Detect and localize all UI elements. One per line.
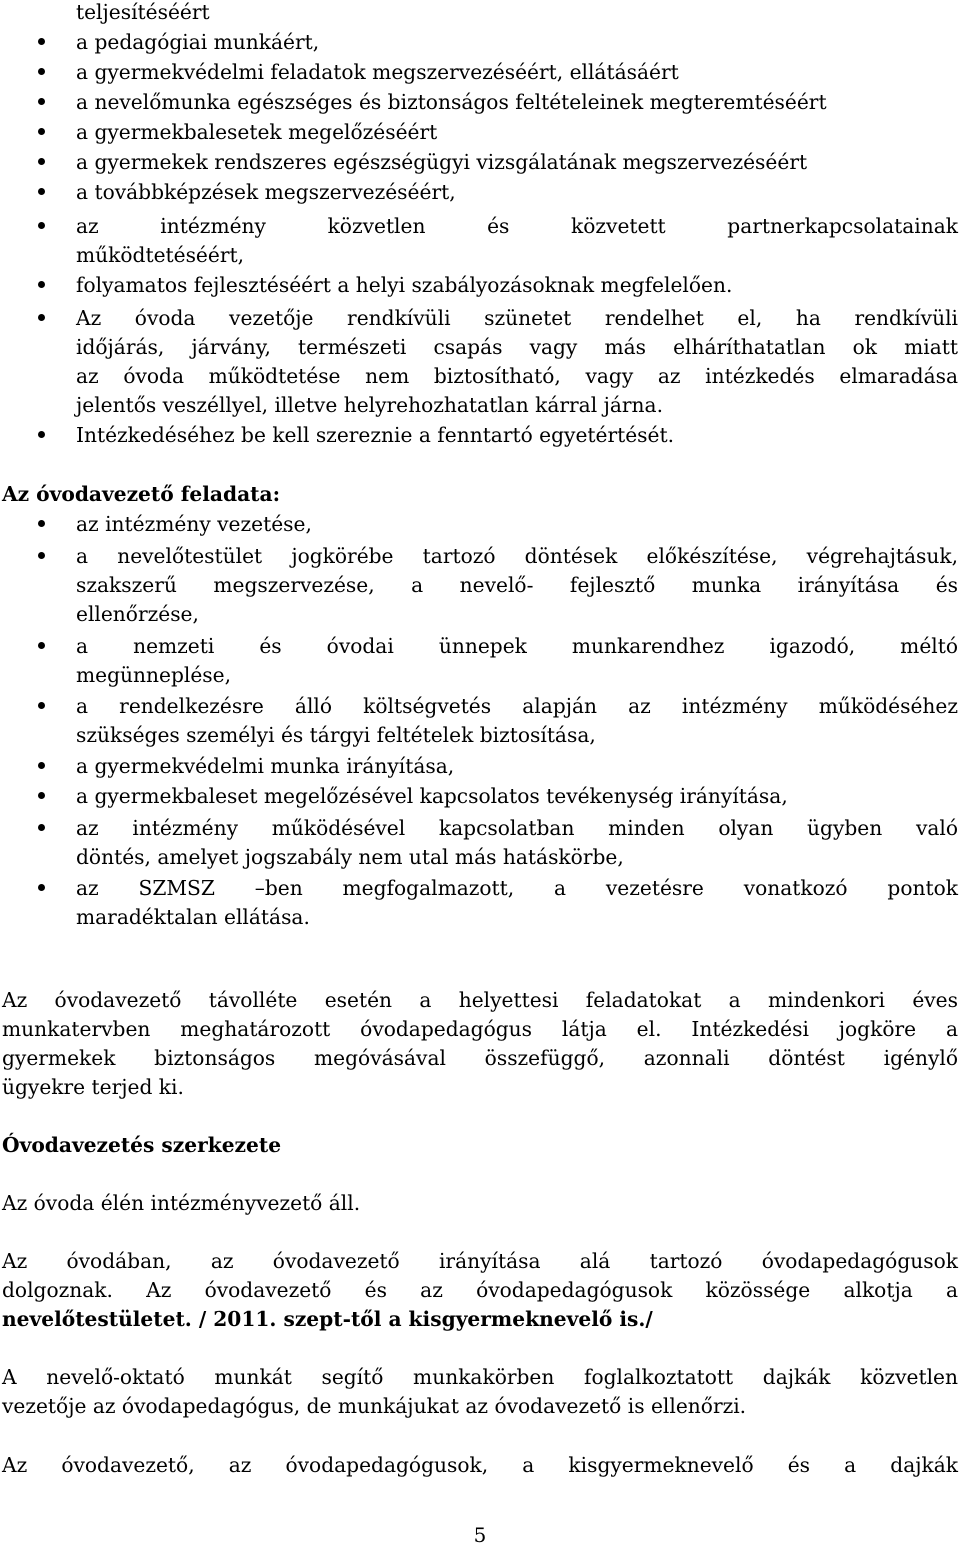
list-item-line: szükséges személyi és tárgyi feltételek biztosítása, (76, 723, 596, 747)
paragraph-line: ügyekre terjed ki. (2, 1075, 184, 1099)
list-item: a nevelőmunka egészséges és biztonságos feltételeinek megteremtéséért (76, 90, 827, 114)
bullet-icon (38, 158, 45, 165)
paragraph-line-bold: nevelőtestületet. / 2011. szept-től a kisgyermeknevelő is./ (2, 1307, 653, 1331)
bullet-icon (38, 431, 45, 438)
paragraph-line: A nevelő-oktató munkát segítő munkakörben foglalkoztatott dajkák közvetlen (2, 1365, 958, 1389)
list-item: a nevelőtestület jogkörébe tartozó döntések előkészítése, végrehajtásuk, (76, 544, 958, 568)
paragraph-line: vezetője az óvodapedagógus, de munkájukat az óvodavezető is ellenőrzi. (2, 1394, 747, 1418)
paragraph-line: dolgoznak. Az óvodavezető és az óvodapedagógusok közössége alkotja a (2, 1278, 958, 1302)
list-item-line: maradéktalan ellátása. (76, 905, 310, 929)
page-number: 5 (473, 1523, 487, 1547)
bullet-icon (38, 792, 45, 799)
bullet-icon (38, 314, 45, 321)
list-item-line: időjárás, járvány, természeti csapás vagy más elháríthatatlan ok miatt (76, 335, 958, 359)
list-item-line: működtetéséért, (76, 243, 245, 267)
list-item: a gyermekbaleset megelőzésével kapcsolatos tevékenység irányítása, (76, 784, 788, 808)
bullet-icon (38, 520, 45, 527)
list-item-line: az óvoda működtetése nem biztosítható, vagy az intézkedés elmaradása (76, 364, 958, 388)
list-item-line: döntés, amelyet jogszabály nem utal más hatáskörbe, (76, 845, 624, 869)
list-item: a pedagógiai munkáért, (76, 30, 320, 54)
list-item: a gyermekvédelmi feladatok megszervezéséért, ellátásáért (76, 60, 679, 84)
paragraph-line: Az óvoda élén intézményvezető áll. (2, 1191, 361, 1215)
bullet-icon (38, 281, 45, 288)
list-item: a továbbképzések megszervezéséért, (76, 180, 456, 204)
list-item: a gyermekek rendszeres egészségügyi vizsgálatának megszervezéséért (76, 150, 808, 174)
list-item-line: ellenőrzése, (76, 602, 199, 626)
list-item: Az óvoda vezetője rendkívüli szünetet rendelhet el, ha rendkívüli (76, 306, 958, 330)
bullet-icon (38, 884, 45, 891)
list-item: Intézkedéséhez be kell szereznie a fenntartó egyetértését. (76, 423, 675, 447)
bullet-icon (38, 702, 45, 709)
bullet-icon (38, 642, 45, 649)
section-heading: Az óvodavezető feladata: (2, 482, 281, 506)
bullet-icon (38, 128, 45, 135)
list-item: az intézmény vezetése, (76, 512, 312, 536)
list-item: a gyermekbalesetek megelőzéséért (76, 120, 438, 144)
list-item-continuation: teljesítéséért (76, 0, 210, 24)
bullet-icon (38, 68, 45, 75)
section-heading: Óvodavezetés szerkezete (2, 1133, 282, 1157)
paragraph-line: Az óvodavezető, az óvodapedagógusok, a kisgyermeknevelő és a dajkák (2, 1453, 958, 1477)
bullet-icon (38, 222, 45, 229)
paragraph-line: Az óvodavezető távolléte esetén a helyettesi feladatokat a mindenkori éves (2, 988, 958, 1012)
bullet-icon (38, 824, 45, 831)
list-item-line: megünneplése, (76, 663, 232, 687)
list-item: az intézmény közvetlen és közvetett partnerkapcsolatainak (76, 214, 958, 238)
bullet-icon (38, 188, 45, 195)
list-item: az intézmény működésével kapcsolatban minden olyan ügyben való (76, 816, 958, 840)
paragraph-line: munkatervben meghatározott óvodapedagógus látja el. Intézkedési jogköre a (2, 1017, 958, 1041)
list-item: folyamatos fejlesztéséért a helyi szabályozásoknak megfelelően. (76, 273, 733, 297)
bullet-icon (38, 38, 45, 45)
paragraph-line: Az óvodában, az óvodavezető irányítása alá tartozó óvodapedagógusok (2, 1249, 958, 1273)
list-item: a gyermekvédelmi munka irányítása, (76, 754, 455, 778)
list-item-line: jelentős veszéllyel, illetve helyrehozhatatlan kárral járna. (76, 393, 663, 417)
list-item: a nemzeti és óvodai ünnepek munkarendhez igazodó, méltó (76, 634, 958, 658)
paragraph-line: gyermekek biztonságos megóvásával összefüggő, azonnali döntést igénylő (2, 1046, 958, 1070)
bullet-icon (38, 762, 45, 769)
bullet-icon (38, 552, 45, 559)
list-item: az SZMSZ –ben megfogalmazott, a vezetésre vonatkozó pontok (76, 876, 958, 900)
bullet-icon (38, 98, 45, 105)
list-item: a rendelkezésre álló költségvetés alapján az intézmény működéséhez (76, 694, 958, 718)
list-item-line: szakszerű megszervezése, a nevelő- fejlesztő munka irányítása és (76, 573, 958, 597)
